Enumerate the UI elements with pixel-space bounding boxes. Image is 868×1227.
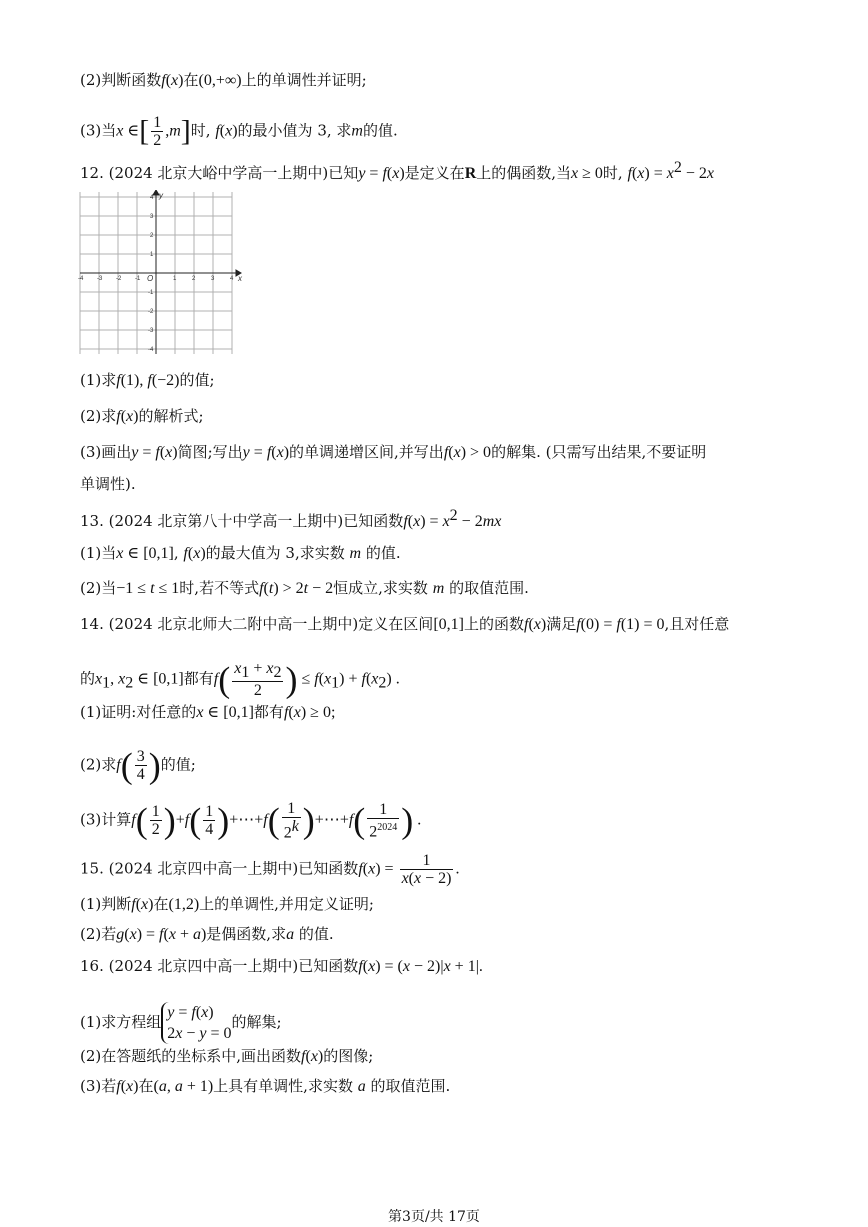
page-footer: 第3页/共 17页 [388, 1209, 480, 1225]
p15-q2: (2)若g(x) = f(x + a)是偶函数,求a 的值. [80, 925, 334, 943]
p12-stem: 12. (2024 北京大峪中学高一上期中)已知y = f(x)是定义在R上的偶函数,当x ≥ 0时, $f(x) = x^2 - 2x$ [80, 159, 714, 182]
coordinate-grid [78, 190, 248, 358]
y-tick-label: -4 [148, 347, 154, 353]
p16-q3: (3)若f(x)在(a, a + 1)上具有单调性,求实数 a 的取值范围. [80, 1077, 451, 1095]
y-tick-label: -3 [148, 328, 154, 334]
p12-q2: (2)求f(x)的解析式; [80, 407, 204, 425]
x-tick-label: -1 [135, 276, 141, 282]
p14-condition: 的$x_1$, $x_2$ ∈ [0,1]都有f( $\frac{x_1 + x_2}{2}$ ) ≤ $f(x_1) + f(x_2)$ . [80, 659, 400, 700]
x-axis-label: x [238, 274, 242, 283]
p11-q2: (2)判断函数f(x)在(0,+∞)上的单调性并证明; [80, 71, 367, 89]
x-tick-label: 3 [211, 276, 215, 282]
p14-q2: (2)求f( $\frac{3}{4}$ )的值; [80, 745, 196, 786]
p16-q2: (2)在答题纸的坐标系中,画出函数f(x)的图像; [80, 1047, 374, 1065]
x-tick-label: 4 [230, 276, 234, 282]
y-tick-label: 2 [150, 233, 154, 239]
y-tick-label: 1 [150, 252, 154, 258]
y-tick-label: 3 [150, 214, 154, 220]
p13-q2: (2)当−1 ≤ t ≤ 1时,若不等式f(t) > 2t − 2恒成立,求实数 m 的取值范围. [80, 579, 529, 597]
p13-q1: (1)当x ∈ [0,1], f(x)的最大值为 3,求实数 m 的值. [80, 544, 401, 562]
p14-q1: (1)证明:对任意的x ∈ [0,1]都有f(x) ≥ 0; [80, 703, 336, 721]
y-tick-label: 4 [150, 195, 154, 201]
p12-q3: (3)画出y = f(x)简图;写出y = f(x)的单调递增区间,并写出f(x) > 0的解集. (只需写出结果,不要证明 [80, 443, 707, 461]
x-tick-label: 1 [173, 276, 177, 282]
x-tick-label: -2 [116, 276, 122, 282]
x-tick-label: -4 [78, 276, 84, 282]
p16-q1: (1)求方程组 y = f(x) 2x − y = 0 的解集; [80, 1004, 282, 1042]
x-tick-label: -3 [97, 276, 103, 282]
x-tick-label: 2 [192, 276, 196, 282]
p15-q1: (1)判断f(x)在(1,2)上的单调性,并用定义证明; [80, 895, 374, 913]
p14-stem: 14. (2024 北京北师大二附中高一上期中)定义在区间[0,1]上的函数f(x)满足f(0) = f(1) = 0,且对任意 [80, 615, 730, 633]
y-tick-label: -1 [148, 290, 154, 296]
p11-q3: (3)当x ∈[ $\frac{1}{2}$ ,m]时, f(x)的最小值为 3, 求m的值. [80, 114, 398, 149]
p12-q3-cont: 单调性). [80, 475, 136, 493]
y-tick-label: -2 [148, 309, 154, 315]
y-axis-label: y [159, 191, 163, 200]
origin-label: O [147, 274, 154, 283]
p15-stem: 15. (2024 北京四中高一上期中)已知函数f(x) = $\frac{1}{x(x - 2)}$ . [80, 852, 460, 887]
p16-stem: 16. (2024 北京四中高一上期中)已知函数f(x) = (x − 2)|x + 1|. [80, 957, 483, 975]
p14-q3: (3)计算f( $\frac{1}{2}$ )+f( $\frac{1}{4}$ )+⋯+f( $\frac{1}{2^k}$ )+⋯+f( $\frac{1}{2^{2024}}$ ) . [80, 800, 422, 842]
p12-q1: (1)求f(1), f(−2)的值; [80, 371, 215, 389]
p13-stem: 13. (2024 北京第八十中学高一上期中)已知函数$f(x) = x^2 - 2mx$ [80, 507, 502, 530]
